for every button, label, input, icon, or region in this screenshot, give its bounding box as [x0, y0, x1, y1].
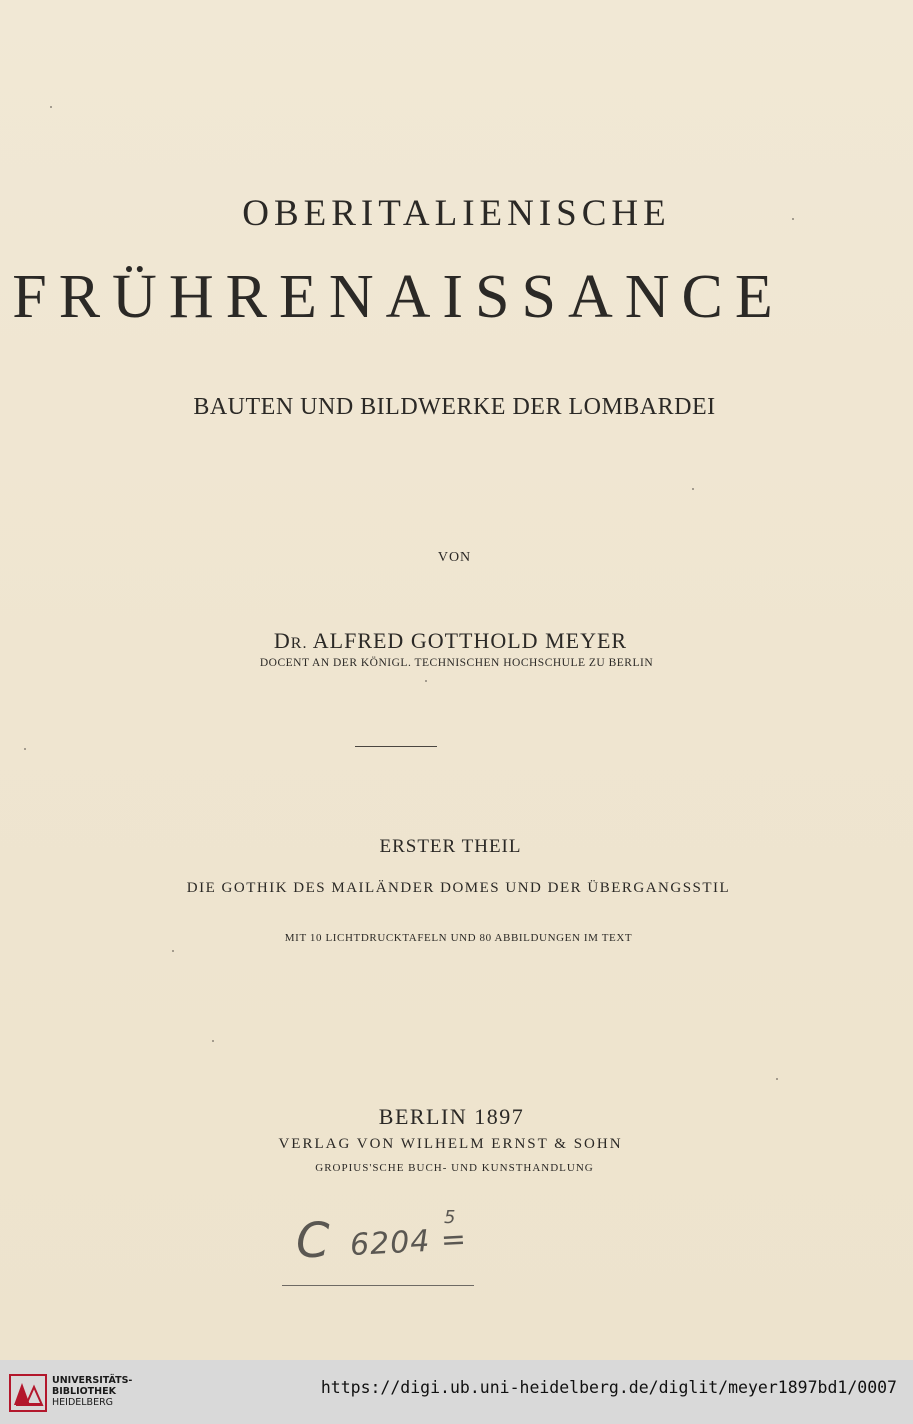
library-name-line-2: BIBLIOTHEK	[52, 1386, 116, 1397]
place-year: BERLIN 1897	[378, 1104, 525, 1129]
part-label: ERSTER THEIL	[379, 836, 522, 857]
viewer-footer	[0, 1360, 913, 1424]
bookshop: GROPIUS'SCHE BUCH- UND KUNSTHANDLUNG	[315, 1162, 594, 1174]
author-affiliation: DOCENT AN DER KÖNIGL. TECHNISCHEN HOCHSCHULE ZU BERLIN	[259, 657, 654, 669]
paper-speck	[172, 950, 174, 952]
library-name-line-3: HEIDELBERG	[52, 1397, 114, 1408]
publisher: VERLAG VON WILHELM ERNST & SOHN	[278, 1136, 623, 1152]
author-prefix-d: D	[273, 628, 291, 653]
title-line-2: FRÜHRENAISSANCE	[12, 263, 785, 331]
shelfmark-letter: C	[296, 1213, 330, 1269]
divider-rule	[355, 746, 437, 747]
paper-speck	[50, 106, 52, 108]
paper-speck	[692, 488, 694, 490]
paper-speck	[776, 1078, 778, 1080]
paper-speck	[24, 748, 26, 750]
library-name-line-1: UNIVERSITÄTS-	[52, 1375, 133, 1386]
part-title: DIE GOTHIK DES MAILÄNDER DOMES UND DER ÜBERGANGSSTIL	[186, 880, 731, 896]
author-prefix-r: R.	[290, 635, 308, 652]
shelfmark-number: 6204 =	[349, 1221, 468, 1264]
author	[0, 628, 907, 654]
paper-speck	[212, 1040, 214, 1042]
permalink-url[interactable]: https://digi.ub.uni-heidelberg.de/diglit/meyer1897bd1/0007	[320, 1378, 897, 1397]
shelfmark-underline	[282, 1285, 474, 1286]
title-line-1: OBERITALIENISCHE	[242, 193, 671, 234]
paper-speck	[792, 218, 794, 220]
paper-speck	[425, 680, 427, 682]
author-name: ALFRED GOTTHOLD MEYER	[307, 628, 628, 653]
handwritten-shelfmark	[292, 1205, 492, 1295]
shelfmark-superscript: 5	[444, 1207, 456, 1228]
subtitle: BAUTEN UND BILDWERKE DER LOMBARDEI	[193, 394, 716, 420]
university-library-logo-icon	[8, 1373, 48, 1413]
library-name	[52, 1375, 132, 1408]
by-label: VON	[437, 550, 472, 565]
plates-note: MIT 10 LICHTDRUCKTAFELN UND 80 ABBILDUNGEN IM TEXT	[284, 932, 633, 944]
